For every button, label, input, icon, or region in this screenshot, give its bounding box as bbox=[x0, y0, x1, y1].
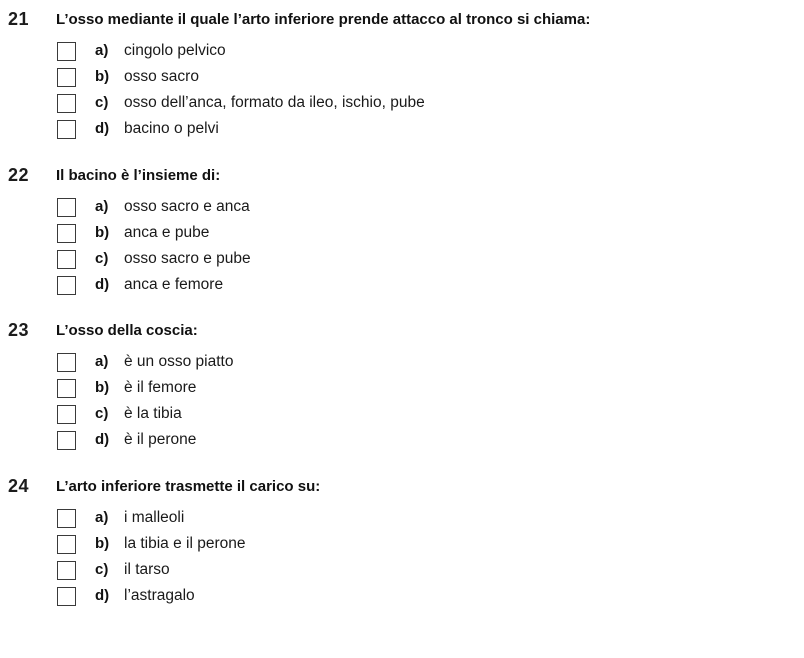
option-c[interactable] bbox=[0, 91, 804, 117]
checkbox-option-c[interactable] bbox=[57, 94, 76, 113]
checkbox-option-a[interactable] bbox=[57, 353, 76, 372]
option-letter: b) bbox=[95, 68, 110, 85]
option-d[interactable] bbox=[0, 117, 804, 143]
option-letter: c) bbox=[95, 561, 109, 578]
option-b[interactable] bbox=[0, 221, 804, 247]
option-d[interactable] bbox=[0, 273, 804, 299]
option-letter: c) bbox=[95, 94, 109, 111]
question-text: L’osso della coscia: bbox=[56, 322, 198, 339]
question-number: 22 bbox=[8, 165, 30, 185]
option-text: osso dell’anca, formato da ileo, ischio, pube bbox=[124, 94, 425, 111]
option-letter: a) bbox=[95, 353, 109, 370]
question-number: 23 bbox=[8, 320, 30, 340]
question-text: L’arto inferiore trasmette il carico su: bbox=[56, 478, 321, 495]
option-text: anca e pube bbox=[124, 224, 210, 241]
checkbox-option-d[interactable] bbox=[57, 276, 76, 295]
option-c[interactable] bbox=[0, 558, 804, 584]
option-c[interactable] bbox=[0, 402, 804, 428]
option-d[interactable] bbox=[0, 428, 804, 454]
option-a[interactable] bbox=[0, 195, 804, 221]
checkbox-option-a[interactable] bbox=[57, 42, 76, 61]
question-number: 21 bbox=[8, 9, 30, 29]
option-text: l’astragalo bbox=[124, 587, 195, 604]
option-letter: d) bbox=[95, 431, 110, 448]
option-text: il tarso bbox=[124, 561, 170, 578]
option-b[interactable] bbox=[0, 376, 804, 402]
option-a[interactable] bbox=[0, 39, 804, 65]
option-text: è la tibia bbox=[124, 405, 182, 422]
option-letter: d) bbox=[95, 276, 110, 293]
option-letter: a) bbox=[95, 509, 109, 526]
checkbox-option-c[interactable] bbox=[57, 250, 76, 269]
option-letter: d) bbox=[95, 587, 110, 604]
option-letter: b) bbox=[95, 379, 110, 396]
option-text: osso sacro e anca bbox=[124, 198, 250, 215]
option-letter: d) bbox=[95, 120, 110, 137]
checkbox-option-d[interactable] bbox=[57, 120, 76, 139]
checkbox-option-c[interactable] bbox=[57, 405, 76, 424]
option-text: cingolo pelvico bbox=[124, 42, 226, 59]
checkbox-option-d[interactable] bbox=[57, 587, 76, 606]
question-text: L’osso mediante il quale l’arto inferiore prende attacco al tronco si chiama: bbox=[56, 11, 591, 28]
option-a[interactable] bbox=[0, 350, 804, 376]
option-text: anca e femore bbox=[124, 276, 224, 293]
option-b[interactable] bbox=[0, 532, 804, 558]
option-text: osso sacro e pube bbox=[124, 250, 251, 267]
option-text: è il femore bbox=[124, 379, 197, 396]
answer-options bbox=[0, 195, 804, 299]
option-text: osso sacro bbox=[124, 68, 199, 85]
option-letter: c) bbox=[95, 405, 109, 422]
option-text: i malleoli bbox=[124, 509, 185, 526]
option-b[interactable] bbox=[0, 65, 804, 91]
option-letter: c) bbox=[95, 250, 109, 267]
checkbox-option-b[interactable] bbox=[57, 379, 76, 398]
option-text: è il perone bbox=[124, 431, 197, 448]
option-c[interactable] bbox=[0, 247, 804, 273]
checkbox-option-c[interactable] bbox=[57, 561, 76, 580]
option-letter: a) bbox=[95, 42, 109, 59]
answer-options bbox=[0, 39, 804, 143]
option-text: bacino o pelvi bbox=[124, 120, 219, 137]
option-letter: b) bbox=[95, 224, 110, 241]
checkbox-option-d[interactable] bbox=[57, 431, 76, 450]
checkbox-option-a[interactable] bbox=[57, 198, 76, 217]
option-d[interactable] bbox=[0, 584, 804, 610]
checkbox-option-b[interactable] bbox=[57, 535, 76, 554]
option-letter: a) bbox=[95, 198, 109, 215]
answer-options bbox=[0, 506, 804, 610]
checkbox-option-a[interactable] bbox=[57, 509, 76, 528]
question-text: Il bacino è l’insieme di: bbox=[56, 167, 221, 184]
option-text: è un osso piatto bbox=[124, 353, 234, 370]
question-number: 24 bbox=[8, 476, 30, 496]
answer-options bbox=[0, 350, 804, 454]
option-text: la tibia e il perone bbox=[124, 535, 246, 552]
option-a[interactable] bbox=[0, 506, 804, 532]
checkbox-option-b[interactable] bbox=[57, 68, 76, 87]
option-letter: b) bbox=[95, 535, 110, 552]
checkbox-option-b[interactable] bbox=[57, 224, 76, 243]
